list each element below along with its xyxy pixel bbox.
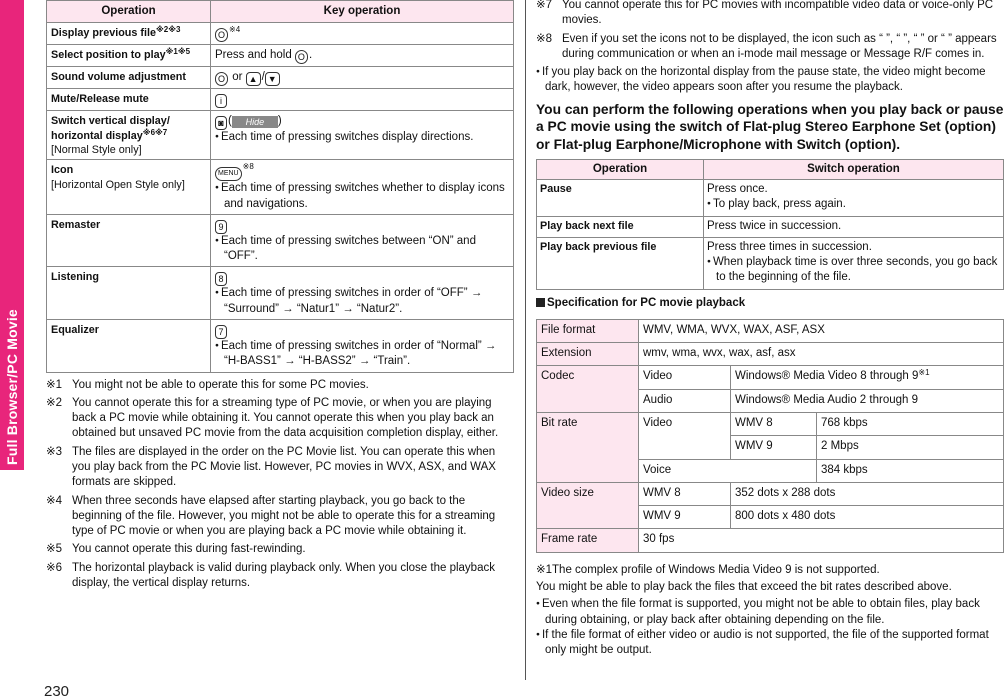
table-row [537, 216, 1004, 237]
header-switch-operation: Switch operation [704, 159, 1004, 179]
table-row [537, 179, 1004, 216]
table-row [537, 482, 1004, 505]
footnote [536, 0, 1004, 29]
table-row [47, 111, 514, 160]
multi-cursor-key-icon: O [215, 72, 228, 86]
table-row [47, 67, 514, 89]
spec-sublabel: Voice [639, 459, 817, 482]
bullet-text: ● If you play back on the horizontal display from the pause state, the video might become dark, however, the video appears soon after you resume the playback. [536, 65, 1004, 96]
op-marks: ※6※7 [142, 127, 168, 137]
right-column [536, 0, 1004, 658]
camera-key-icon: ◙ [215, 116, 227, 130]
footnote-mark: ※6 [46, 561, 63, 574]
header-operation: Operation [47, 1, 211, 23]
op-label: Equalizer [51, 324, 100, 337]
footnote [536, 32, 1004, 63]
spec-table [536, 319, 1004, 553]
bullet-text: ● Even when the file format is supported, you might not be able to obtain files, play back during obtaining, or play back after obtaining depending on the file. [536, 597, 1004, 628]
right-footnotes [536, 0, 1004, 62]
spec-value: WMV, WMA, WVX, WAX, ASF, ASX [639, 319, 1004, 342]
footnote-mark: ※5 [46, 543, 63, 556]
key-bullet: ● Each time of pressing switches in order of “Normal” → “H-BASS1” → “H-BASS2” → “Train”. [215, 339, 510, 370]
table-row [537, 366, 1004, 389]
op-label: Pause [537, 179, 704, 216]
footnote-text: You cannot operate this for PC movies with incompatible video data or voice-only PC movies. [562, 0, 994, 27]
spec-value: wmv, wma, wvx, wax, asf, asx [639, 343, 1004, 366]
footnote-mark: ※3 [46, 445, 63, 458]
footnote [46, 542, 514, 557]
spec-sublabel: WMV 9 [639, 506, 731, 529]
footnote [46, 561, 514, 592]
switch-text: Press once. [707, 182, 768, 195]
i-mode-key-icon: i [215, 94, 227, 108]
page-number: 230 [44, 683, 70, 698]
footnote-mark: ※7 [536, 0, 553, 11]
hide-softkey-icon: Hide [232, 116, 278, 128]
op-marks: ※2※3 [156, 25, 181, 35]
op-label: Mute/Release mute [51, 93, 149, 106]
bitrate-note: You might be able to play back the files that exceed the bit rates described above. [536, 581, 952, 593]
paren-open: ( [228, 115, 232, 128]
table-row [47, 320, 514, 373]
switch-operation-table [536, 159, 1004, 290]
square-bullet-icon [536, 298, 545, 307]
bottom-notes [536, 563, 1004, 659]
footnote-text: The files are displayed in the order on the PC Movie list. You can operate this when you play back from the PC Movie list. However, PC movies in WVX, ASX, and WAX formats are skipped. [72, 445, 496, 489]
op-label: Sound volume adjustment [51, 71, 186, 84]
side-tab-label: Full Browser/PC Movie [4, 309, 20, 465]
footnote-mark: ※8 [536, 32, 553, 45]
spec-value: 800 dots x 480 dots [731, 506, 1004, 529]
header-key-operation: Key operation [211, 1, 514, 23]
footnote [46, 396, 514, 442]
footnote-text: You cannot operate this for a streaming type of PC movie, or when you are playing back a PC movie while obtaining it. You cannot operate this when you play back an obtained but unsaved PC movie from the data acquisition completion display, either. [72, 396, 499, 440]
footnote [46, 378, 514, 393]
switch-text: Press three times in succession. [707, 240, 872, 253]
op-label: Remaster [51, 218, 101, 231]
spec-label: Video size [537, 482, 639, 529]
table-row [537, 237, 1004, 289]
bullet-text: ● If the file format of either video or audio is not supported, the file of the supported format only might be output. [536, 628, 1004, 659]
key-operation-table [46, 0, 514, 373]
switch-bullet: ● To play back, press again. [707, 197, 1000, 212]
op-label: Icon [51, 164, 74, 177]
spec-label: Frame rate [537, 529, 639, 552]
footnote-text: The horizontal playback is valid during playback only. When you close the playback display, the vertical display returns. [72, 561, 495, 589]
footnote [46, 445, 514, 491]
spec-mark: ※1 [918, 368, 930, 378]
op-label: Switch vertical display/ horizontal display [51, 115, 170, 142]
footnote-text: You cannot operate this during fast-rewinding. [72, 543, 306, 556]
footnote-mark: ※2 [46, 396, 63, 409]
left-column [46, 0, 514, 594]
spec-value: 30 fps [639, 529, 1004, 552]
table-row [537, 413, 1004, 436]
footnote-mark: ※4 [46, 494, 63, 507]
volume-up-key-icon: ▲ [246, 72, 261, 86]
key-7-icon: 7 [215, 325, 227, 339]
volume-down-key-icon: ▼ [265, 72, 280, 86]
spec-title-text: Specification for PC movie playback [547, 296, 746, 309]
spec-sublabel: WMV 8 [639, 482, 731, 505]
footnote-text: Even if you set the icons not to be displayed, the icon such as “ ”, “ ”, “ ” or “ ” appears during communication or when an i-mode mail message or Message R/F comes in. [562, 32, 997, 60]
table-row [47, 89, 514, 111]
header-operation: Operation [537, 159, 704, 179]
spec-label: Codec [537, 366, 639, 413]
op-label: Select position to play [51, 49, 166, 62]
key-9-icon: 9 [215, 220, 227, 234]
spec-sublabel: Video [639, 366, 731, 389]
table-row [537, 529, 1004, 552]
op-label: Play back next file [537, 216, 704, 237]
spec-value: Windows® Media Audio 2 through 9 [731, 389, 1004, 412]
op-sub: [Horizontal Open Style only] [51, 178, 185, 191]
key-marks: ※8 [242, 162, 254, 172]
footnote [46, 494, 514, 540]
key-marks: ※4 [229, 25, 241, 35]
table-row [537, 343, 1004, 366]
op-label: Listening [51, 271, 99, 284]
table-row [47, 160, 514, 215]
op-marks: ※1※5 [165, 47, 191, 57]
key-bullet: ● Each time of pressing switches whether to display icons and navigations. [215, 181, 510, 212]
menu-key-icon: MENU [215, 167, 242, 181]
op-label: Display previous file [51, 27, 157, 40]
paren-close: ) [277, 115, 282, 128]
spec-footnote: ※1The complex profile of Windows Media Video 9 is not supported. [536, 563, 880, 576]
op-sub: [Normal Style only] [51, 144, 142, 156]
earphone-heading: You can perform the following operations when you play back or pause a PC movie using the switch of Flat-plug Stereo Earphone Set (option) or Flat-plug Earphone/Microphone with Switch (option). [536, 101, 1004, 152]
spec-label: Bit rate [537, 413, 639, 483]
spec-value: 2 Mbps [817, 436, 1004, 459]
pause-note [536, 65, 1004, 96]
key-8-icon: 8 [215, 272, 227, 286]
table-row [537, 319, 1004, 342]
spec-value: 768 kbps [817, 413, 1004, 436]
table-row [47, 214, 514, 267]
table-row [47, 267, 514, 320]
footnote-text: When three seconds have elapsed after starting playback, you go back to the beginning of the file. However, you might not be able to operate this for a streaming type of PC movie or when you are playing back a PC movie while obtaining it. [72, 494, 496, 538]
spec-label: Extension [537, 343, 639, 366]
multi-cursor-key-icon: O [215, 28, 228, 42]
section-side-tab [0, 0, 24, 470]
spec-sublabel: Video [639, 413, 731, 460]
key-sep: / [261, 71, 265, 84]
spec-sublabel: Audio [639, 389, 731, 412]
op-label: Play back previous file [537, 237, 704, 289]
column-divider [525, 0, 526, 680]
spec-value: 352 dots x 288 dots [731, 482, 1004, 505]
spec-sublabel: WMV 8 [731, 413, 817, 436]
table-row [47, 23, 514, 45]
spec-sublabel: WMV 9 [731, 436, 817, 459]
key-bullet: ● Each time of pressing switches between “ON” and “OFF”. [215, 234, 510, 265]
key-bullet: ● Each time of pressing switches display directions. [215, 130, 510, 145]
multi-cursor-key-icon: O [295, 50, 308, 64]
key-bullet: ● Each time of pressing switches in order of “OFF” → “Surround” → “Natur1” → “Natur2”. [215, 286, 510, 317]
key-text: or [232, 71, 243, 84]
table-row [47, 45, 514, 67]
left-footnotes [46, 378, 514, 592]
spec-value: 384 kbps [817, 459, 1004, 482]
spec-value: Windows® Media Video 8 through 9 [735, 370, 919, 383]
spec-title [536, 296, 1004, 311]
footnote-mark: ※1 [46, 378, 63, 391]
switch-text: Press twice in succession. [707, 219, 842, 232]
footnote-text: You might not be able to operate this for some PC movies. [72, 378, 369, 391]
spec-label: File format [537, 319, 639, 342]
key-text: Press and hold [215, 49, 292, 62]
switch-bullet: ● When playback time is over three seconds, you go back to the beginning of the file. [707, 255, 1000, 286]
key-after: . [308, 49, 313, 62]
